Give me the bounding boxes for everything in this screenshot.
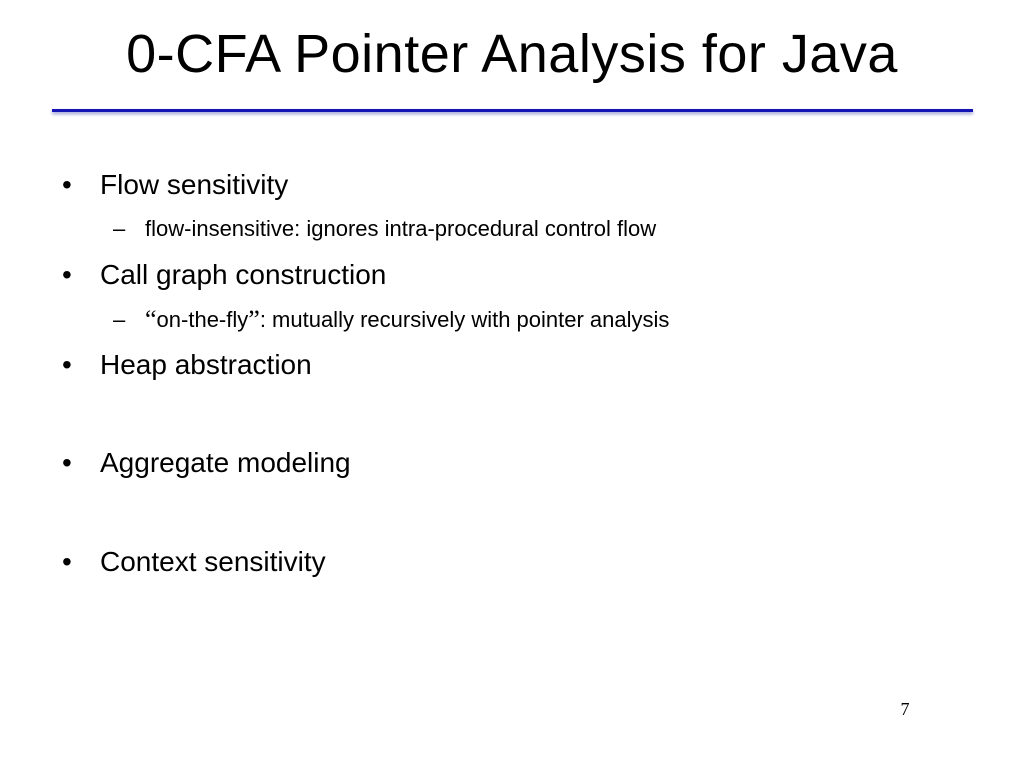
sub-bullet-term: on-the-fly xyxy=(156,307,249,332)
bullet-marker: • xyxy=(62,349,72,380)
bullet-call-graph-construction xyxy=(62,258,386,292)
open-quote: “ xyxy=(145,305,157,334)
sub-bullet-flow-insensitive xyxy=(113,215,656,243)
bullet-marker: • xyxy=(62,259,72,290)
sub-bullet-on-the-fly xyxy=(113,306,669,334)
bullet-label: Context sensitivity xyxy=(100,546,326,577)
bullet-marker: • xyxy=(62,447,72,478)
bullet-heap-abstraction xyxy=(62,348,312,382)
bullet-label: Aggregate modeling xyxy=(100,447,351,478)
bullet-label: Flow sensitivity xyxy=(100,169,289,200)
bullet-marker: • xyxy=(62,169,72,200)
close-quote: ” xyxy=(248,305,260,334)
bullet-context-sensitivity xyxy=(62,545,326,579)
bullet-aggregate-modeling xyxy=(62,446,351,480)
dash-marker: – xyxy=(113,307,126,332)
bullet-flow-sensitivity xyxy=(62,168,288,202)
slide-title: 0-CFA Pointer Analysis for Java xyxy=(126,24,898,84)
dash-marker: – xyxy=(113,216,126,241)
bullet-label: Call graph construction xyxy=(100,259,387,290)
bullet-label: Heap abstraction xyxy=(100,349,312,380)
bullet-marker: • xyxy=(62,546,72,577)
page-number: 7 xyxy=(900,699,910,719)
sub-bullet-label: flow-insensitive: ignores intra-procedural control flow xyxy=(145,216,657,241)
sub-bullet-label: : mutually recursively with pointer analysis xyxy=(259,307,670,332)
